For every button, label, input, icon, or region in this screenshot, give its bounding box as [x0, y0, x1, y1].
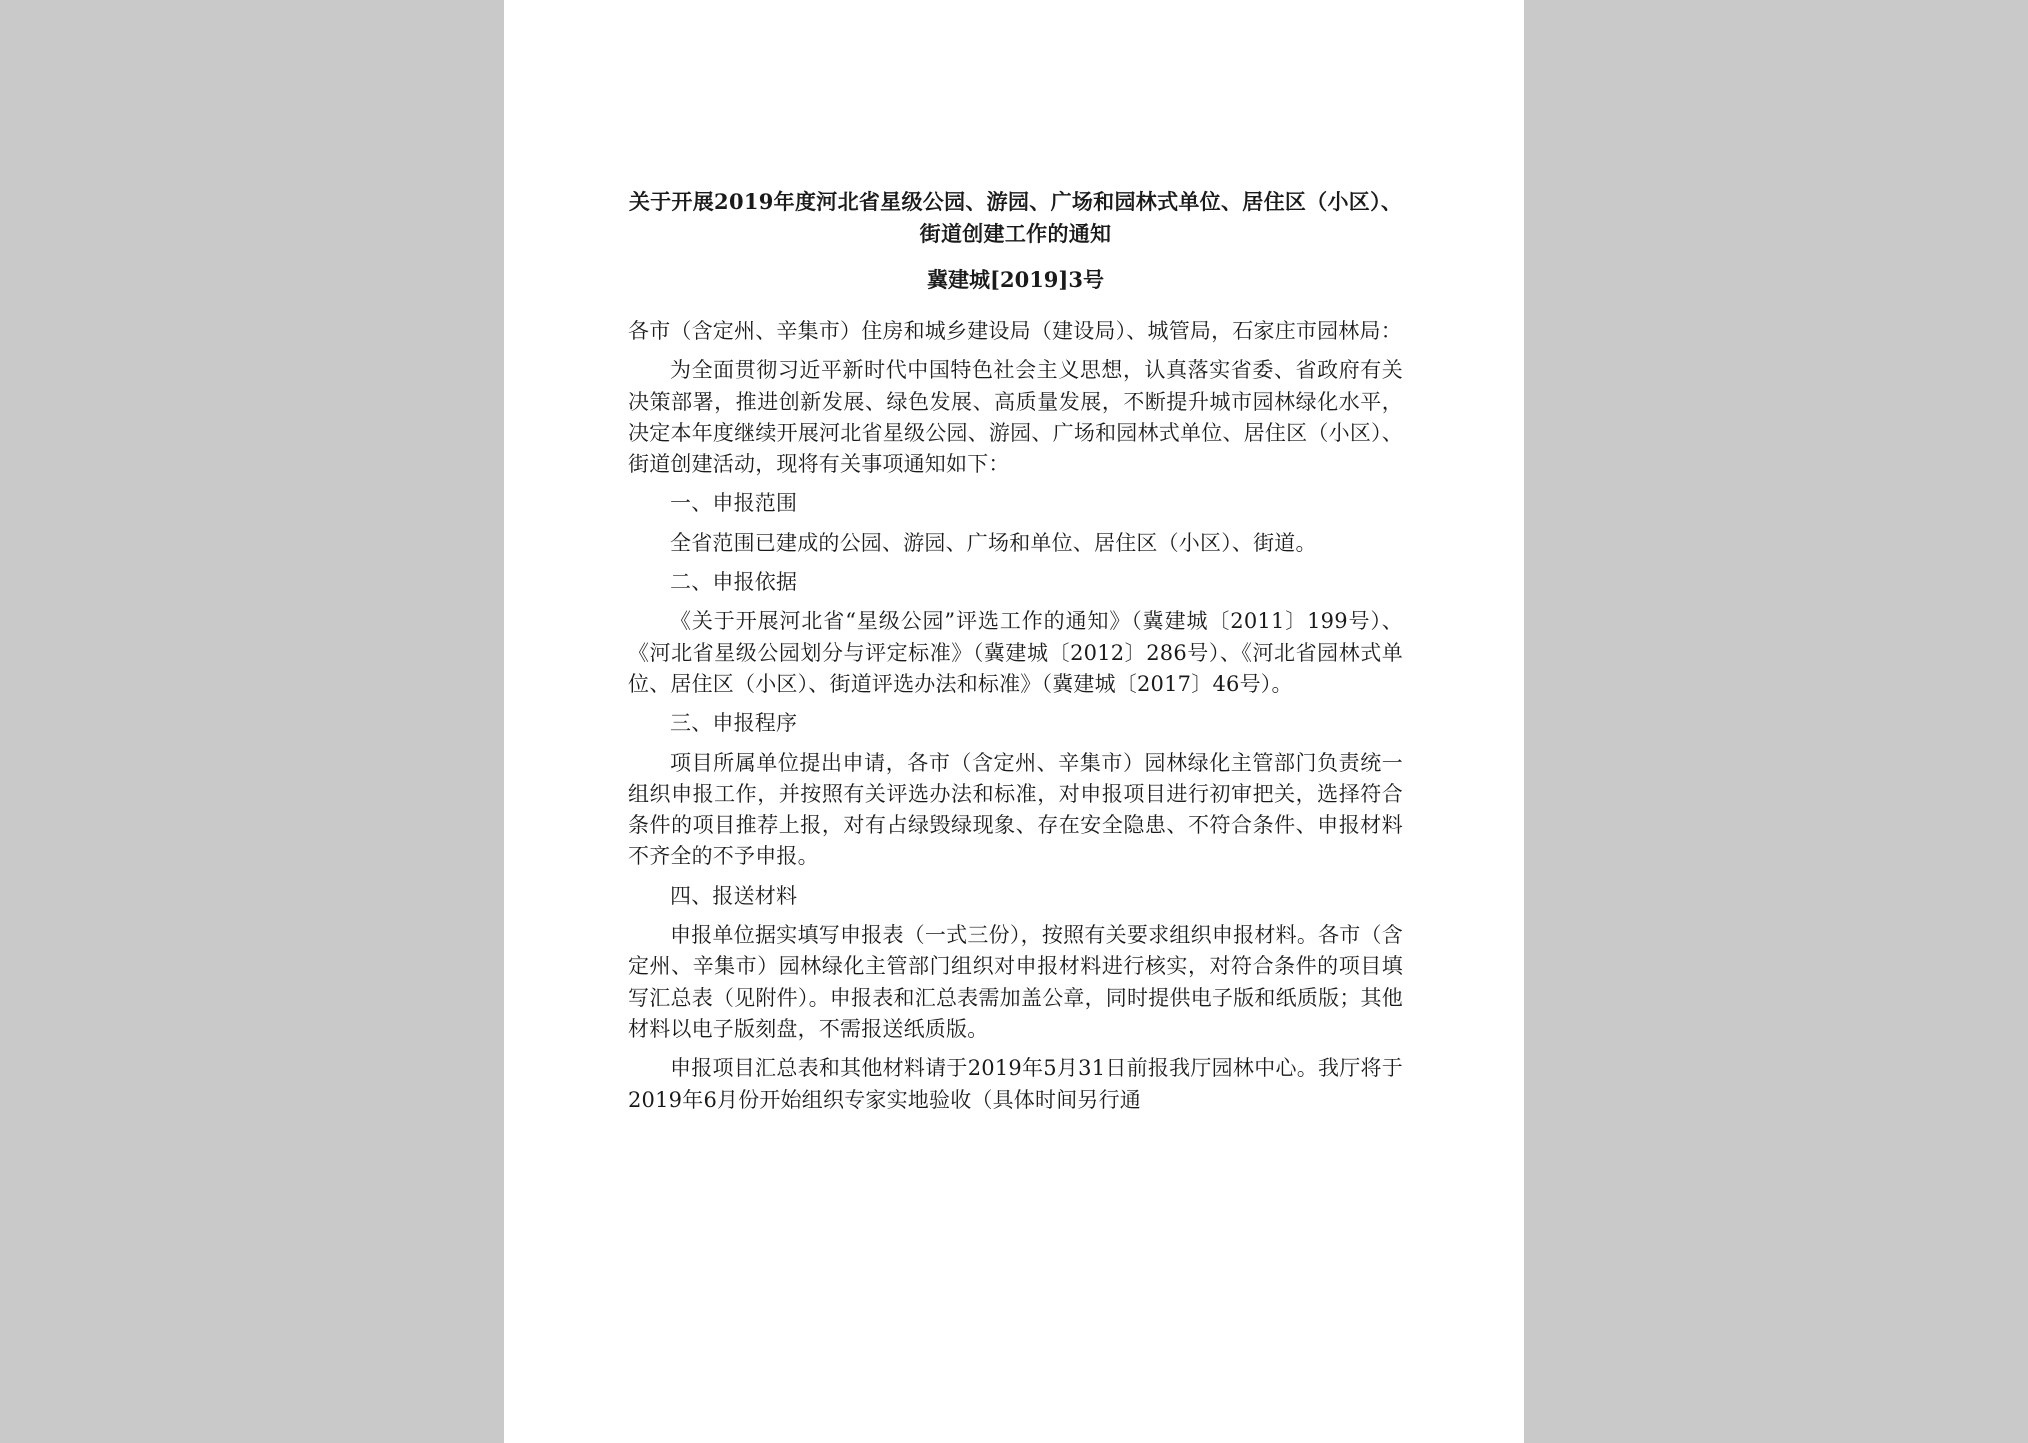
section-heading-materials: 四、报送材料: [670, 883, 798, 908]
document-number: 冀建城[2019]3号: [927, 267, 1104, 292]
section-heading-basis: 二、申报依据: [670, 570, 798, 595]
document-title: 关于开展2019年度河北省星级公园、游园、广场和园林式单位、居住区（小区）、街道创建工作的通知: [628, 189, 1403, 246]
document-body: [628, 186, 1403, 1116]
section-paragraph-scope: 全省范围已建成的公园、游园、广场和单位、居住区（小区）、街道。: [670, 530, 1317, 555]
section-paragraph-deadline: 申报项目汇总表和其他材料请于2019年5月31日前报我厅园林中心。我厅将于2019年6月份开始组织专家实地验收（具体时间另行通: [628, 1056, 1403, 1112]
section-paragraph-materials: 申报单位据实填写申报表（一式三份），按照有关要求组织申报材料。各市（含定州、辛集市）园林绿化主管部门组织对申报材料进行核实，对符合条件的项目填写汇总表（见附件）。申报表和汇总表需加盖公章，同时提供电子版和纸质版；其他材料以电子版刻盘，不需报送纸质版。: [628, 923, 1403, 1041]
section-heading-scope: 一、申报范围: [670, 491, 798, 516]
intro-paragraph: 为全面贯彻习近平新时代中国特色社会主义思想，认真落实省委、省政府有关决策部署，推进创新发展、绿色发展、高质量发展，不断提升城市园林绿化水平，决定本年度继续开展河北省星级公园、游园、广场和园林式单位、居住区（小区）、街道创建活动，现将有关事项通知如下：: [628, 358, 1403, 477]
section-paragraph-basis: 《关于开展河北省“星级公园”评选工作的通知》（冀建城〔2011〕199号）、《河北省星级公园划分与评定标准》（冀建城〔2012〕286号）、《河北省园林式单位、居住区（小区）、街道评选办法和标准》（冀建城〔2017〕46号）。: [628, 609, 1403, 696]
section-heading-procedure: 三、申报程序: [670, 711, 798, 736]
salutation: 各市（含定州、辛集市）住房和城乡建设局（建设局）、城管局，石家庄市园林局：: [628, 319, 1402, 343]
section-paragraph-procedure: 项目所属单位提出申请，各市（含定州、辛集市）园林绿化主管部门负责统一组织申报工作，并按照有关评选办法和标准，对申报项目进行初审把关，选择符合条件的项目推荐上报，对有占绿毁绿现象、存在安全隐患、不符合条件、申报材料不齐全的不予申报。: [628, 750, 1403, 869]
document-page: [504, 0, 1524, 1443]
